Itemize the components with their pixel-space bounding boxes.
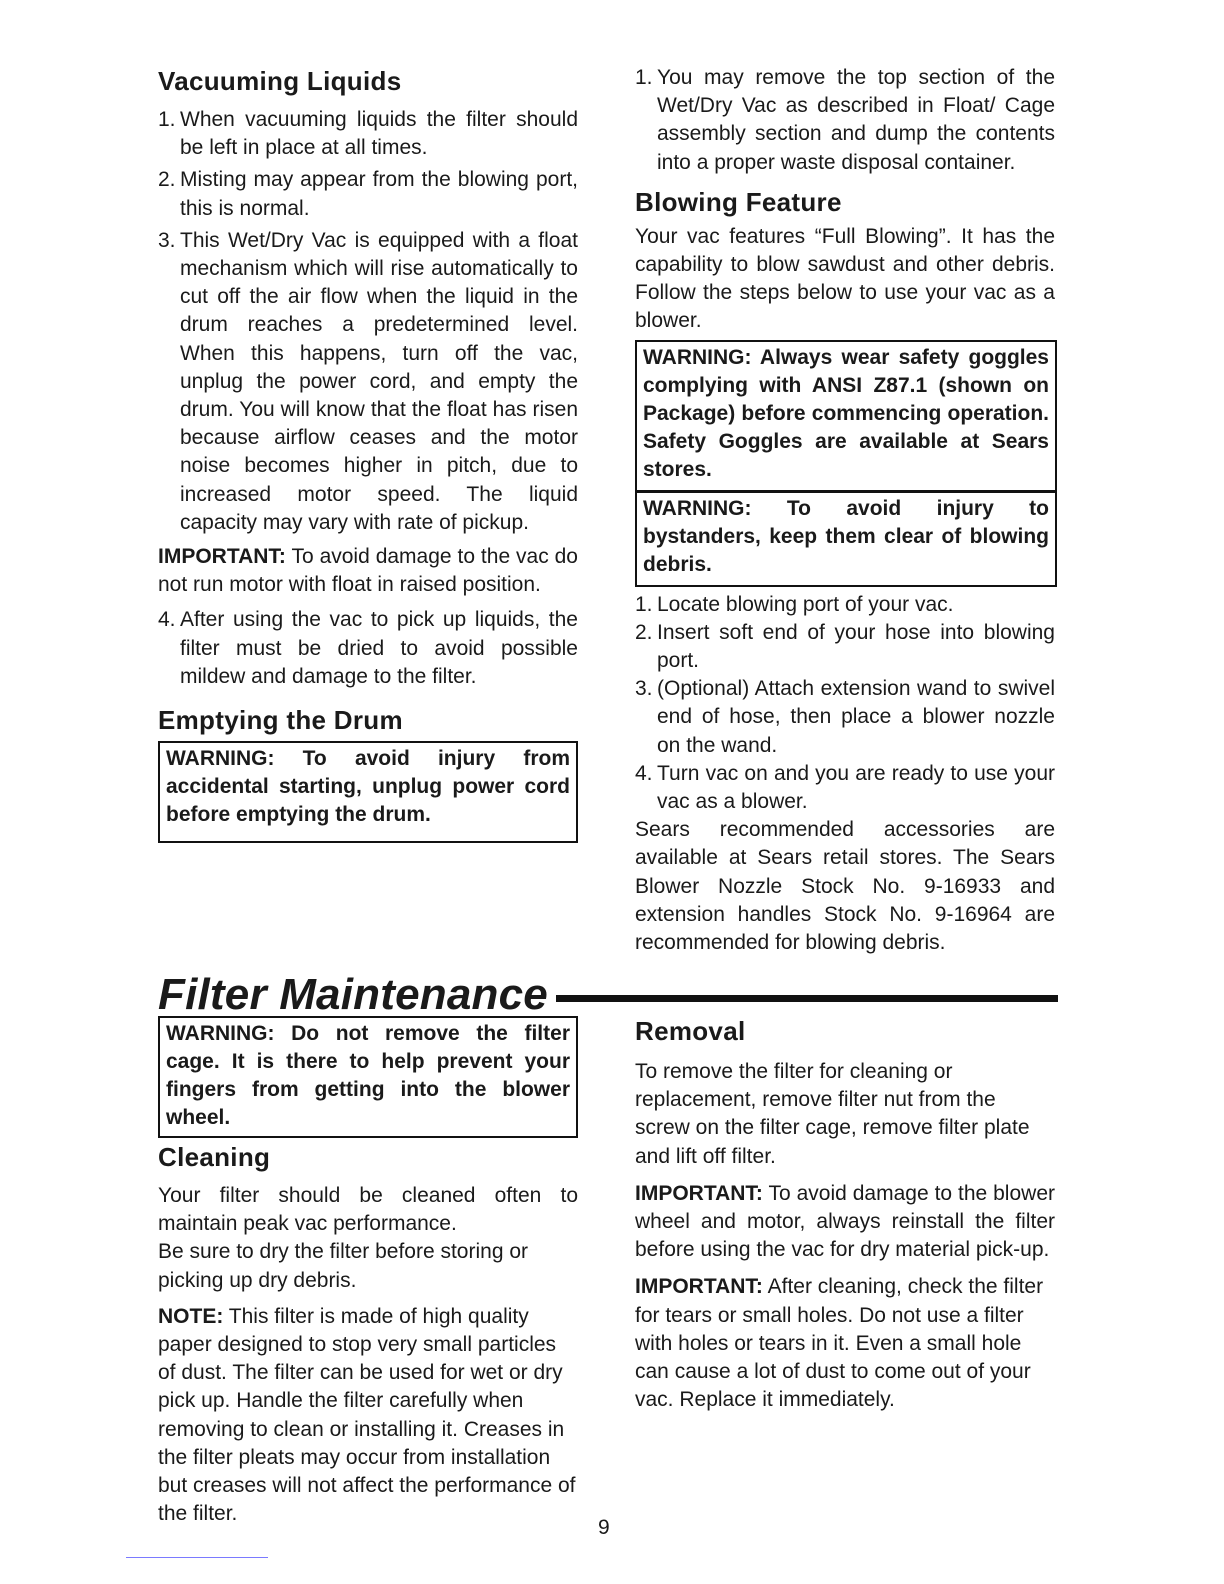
emptying-warning-box: WARNING: To avoid injury from accidental starting, unplug power cord before emptying the drum. [158, 741, 578, 843]
cleaning-note: NOTE: This filter is made of high quality paper designed to stop very small particles of dust. The filter can be used for wet or dry pick up. Handle the filter carefully when removing to clean or installing it. Creases in the filter pleats may occur from installation but creases will not affect the performance of the filter. [158, 1304, 576, 1526]
cleaning-p2: Be sure to dry the filter before storing or picking up dry debris. [158, 1240, 529, 1292]
emptying-drum-heading: Emptying the Drum [158, 705, 403, 736]
blowing-feature-heading: Blowing Feature [635, 186, 842, 217]
cleaning-section [158, 1016, 578, 1528]
vacuuming-liquids-heading: Vacuuming Liquids [158, 66, 402, 96]
list-item: 2. Misting may appear from the blowing port, this is normal. [158, 168, 578, 220]
removal-important1: IMPORTANT: To avoid damage to the blower wheel and motor, always reinstall the filter before using the vac for dry material pick-up. [635, 1181, 1055, 1262]
list-item: 4. Turn vac on and you are ready to use your vac as a blower. [635, 761, 1055, 814]
cleaning-p1: Your filter should be cleaned often to maintain peak vac performance. [158, 1184, 578, 1236]
vacuuming-liquids-steps [158, 106, 578, 537]
removal-section [635, 1016, 1055, 1414]
list-item: 2. Insert soft end of your hose into blowing port. [635, 620, 1055, 673]
list-item: 1. Locate blowing port of your vac. [635, 592, 954, 616]
filter-cage-warning-box: WARNING: Do not remove the filter cage. It is there to help prevent your fingers from getting into the blower wheel. [158, 1016, 578, 1138]
list-item: 4. After using the vac to pick up liquids, the filter must be dried to avoid possible mildew and damage to the filter. [158, 608, 578, 688]
page-number: 9 [598, 1516, 610, 1539]
blowing-intro: Your vac features “Full Blowing”. It has the capability to blow sawdust and other debris. Follow the steps below to use your vac as a blower. [635, 224, 1055, 333]
cleaning-heading: Cleaning [158, 1142, 271, 1172]
important-note: IMPORTANT: To avoid damage to the vac do not run motor with float in raised position. [158, 545, 578, 597]
removal-p1: To remove the filter for cleaning or replacement, remove filter nut from the screw on the filter cage, remove filter plate and lift off filter. [635, 1060, 1030, 1168]
blowing-feature-section [635, 64, 1055, 957]
vacuuming-liquids-step4 [158, 606, 578, 691]
list-item: 3. (Optional) Attach extension wand to swivel end of hose, then place a blower nozzle on the wand. [635, 677, 1055, 757]
emptying-steps [635, 64, 1055, 177]
filter-maintenance-title: Filter Maintenance [158, 970, 556, 1020]
list-item: 3. This Wet/Dry Vac is equipped with a float mechanism which will rise automatically to cut off the air flow when the liquid in the drum reaches a predetermined level. When this happens, turn off the vac, unplug the power cord, and empty the drum. You will know that the float has risen because airflow ceases and the motor noise becomes higher in pitch, due to increased motor speed. The liquid capacity may vary with rate of pickup. [158, 228, 578, 534]
blowing-steps [635, 591, 1055, 817]
removal-heading: Removal [635, 1016, 746, 1046]
list-item: 1. When vacuuming liquids the filter should be left in place at all times. [158, 108, 578, 160]
removal-important2: IMPORTANT: After cleaning, check the filter for tears or small holes. Do not use a filter with holes or tears in it. Even a small hole can cause a lot of dust to come out of your vac. Replace it immediately. [635, 1275, 1044, 1412]
vacuuming-liquids-section [158, 66, 578, 843]
list-item: 1. You may remove the top section of the Wet/Dry Vac as described in Float/ Cage assembly section and dump the contents into a proper waste disposal container. [635, 66, 1055, 174]
goggles-warning-box: WARNING: Always wear safety goggles complying with ANSI Z87.1 (shown on Package) before commencing operation. Safety Goggles are available at Sears stores. [635, 340, 1057, 490]
bystander-warning-box: WARNING: To avoid injury to bystanders, keep them clear of blowing debris. [635, 490, 1057, 587]
accessories-paragraph: Sears recommended accessories are available at Sears retail stores. The Sears Blower Nozzle Stock No. 9-16933 and extension handles Stock No. 9-16964 are recommended for blowing debris. [635, 818, 1055, 955]
footer-divider [126, 1557, 268, 1558]
